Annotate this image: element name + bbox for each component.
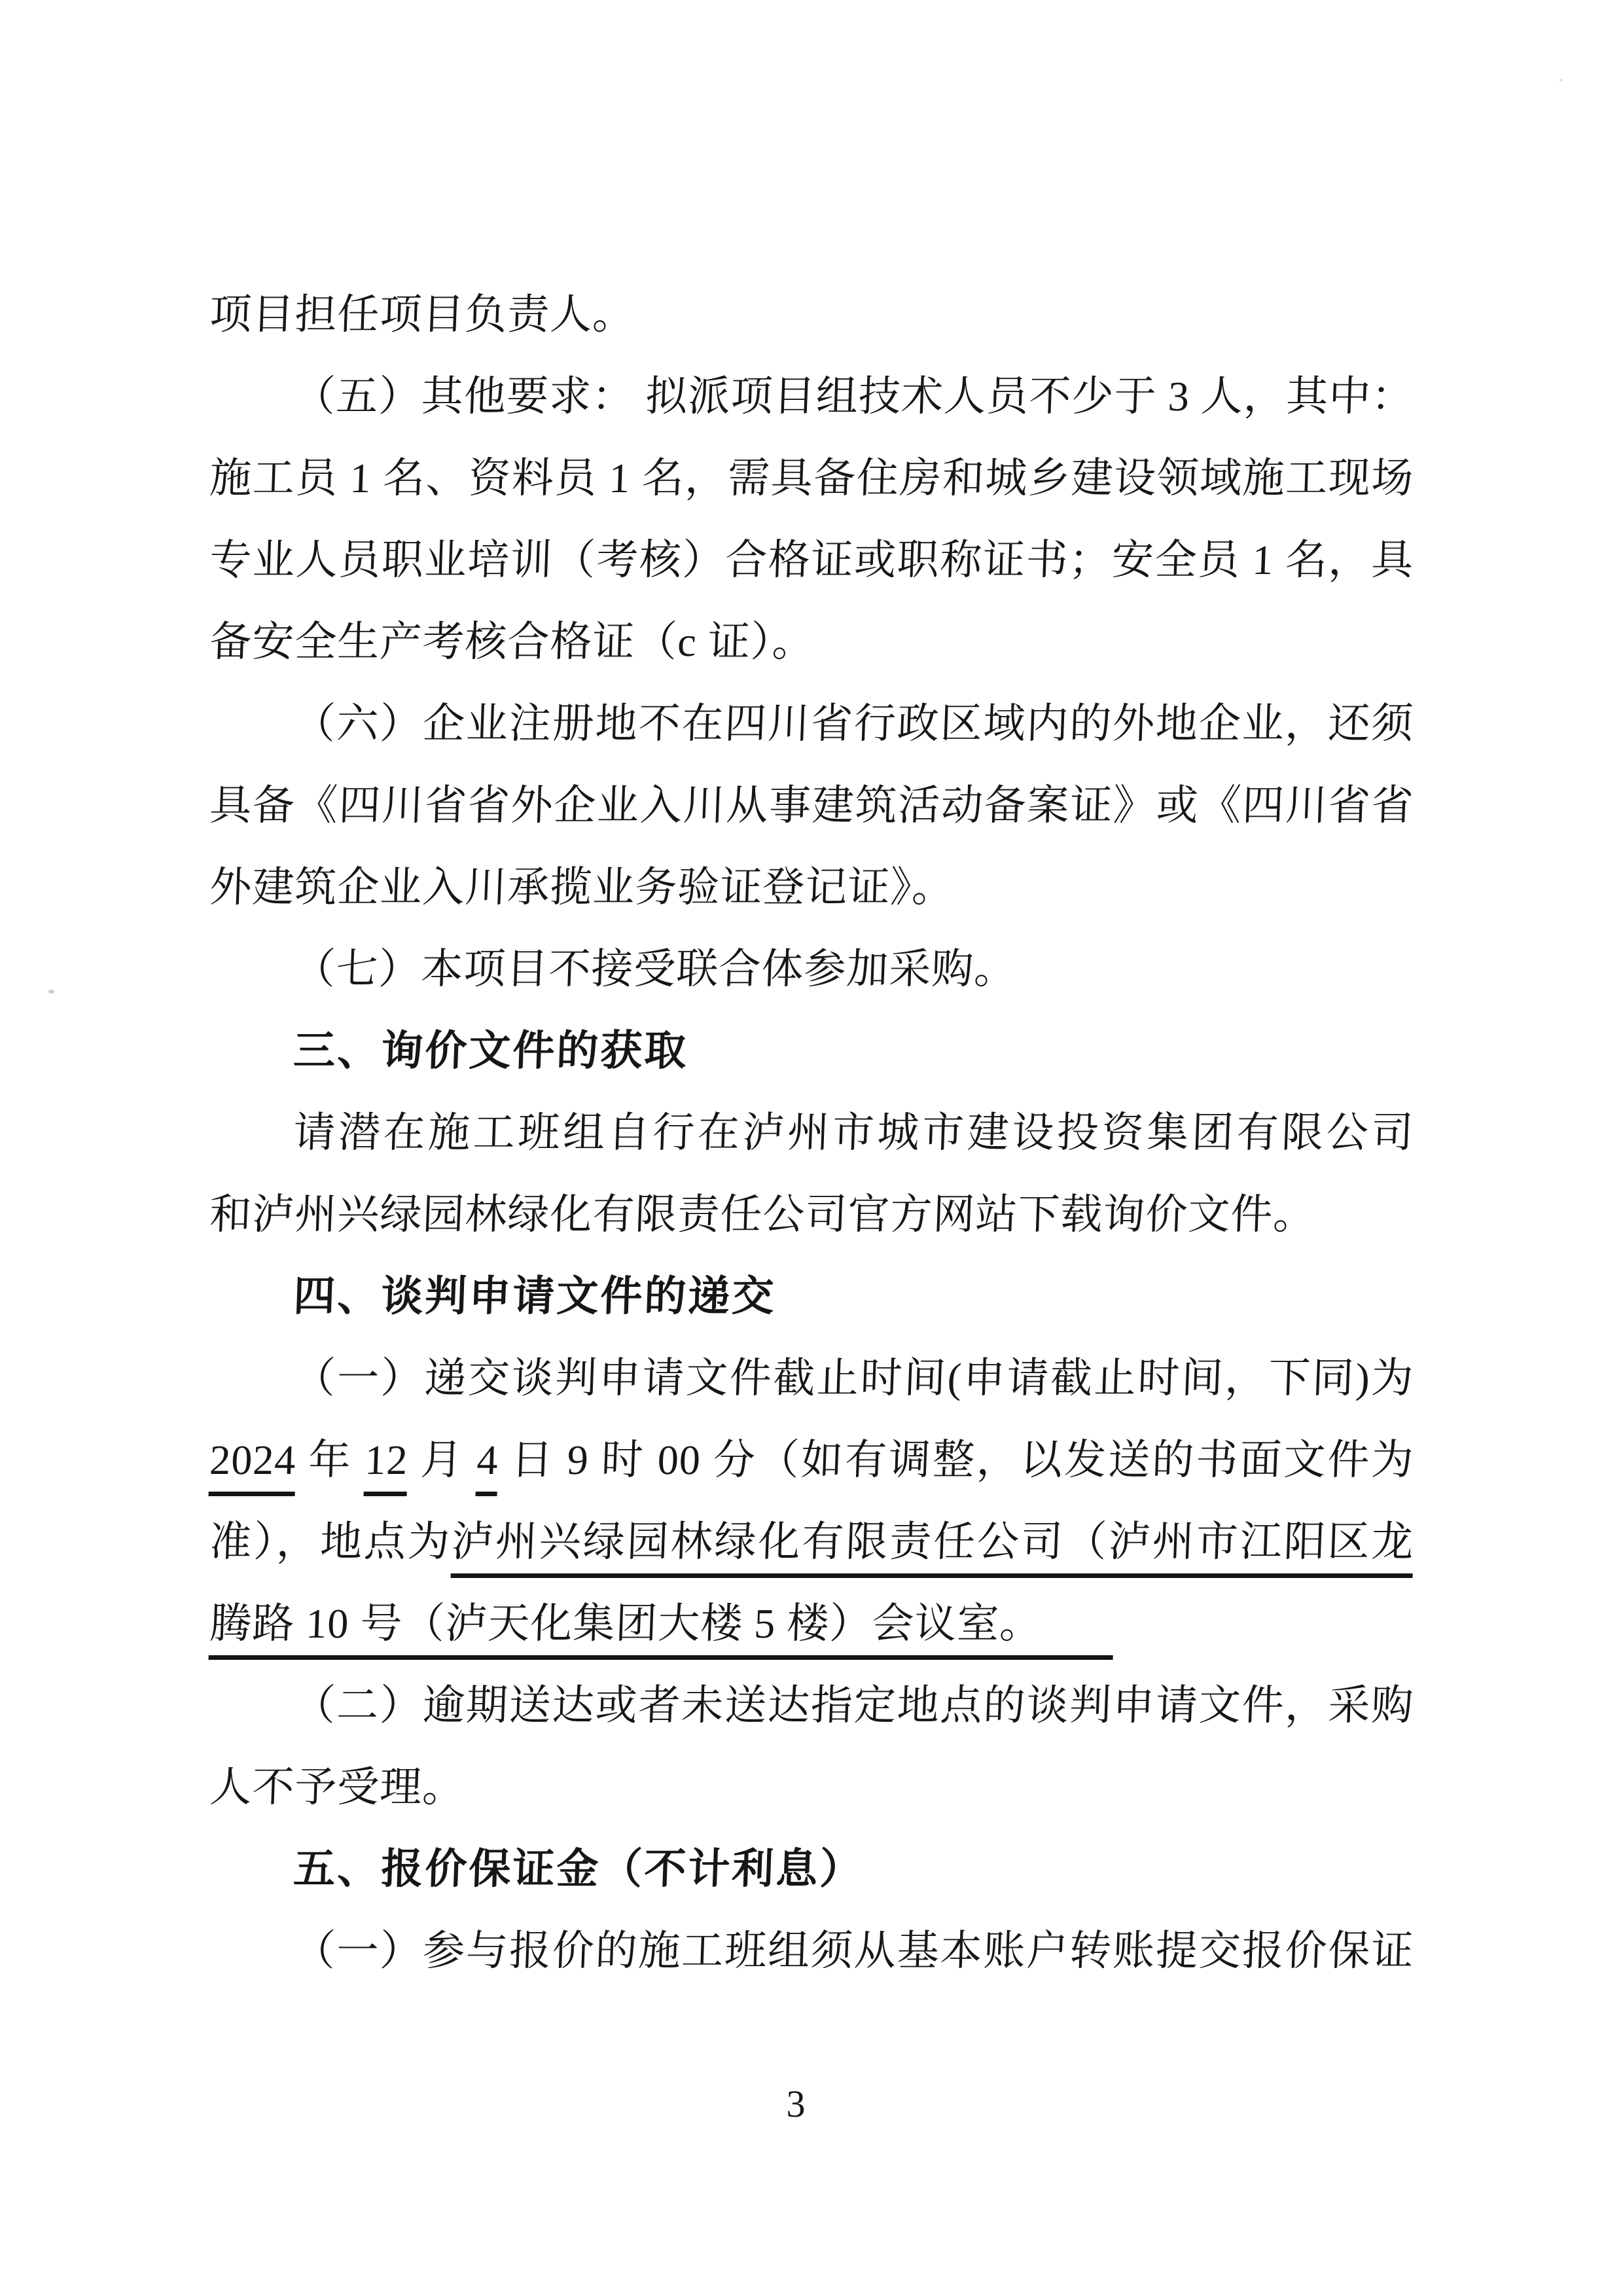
- text-segment: 和泸州兴绿园林绿化有限责任公司官方网站下载询价文件。: [209, 1191, 1317, 1238]
- text-line: [208, 1419, 1415, 1501]
- section-heading: [208, 1010, 1415, 1092]
- text-segment: 专业人员职业培训（考核）合格证或职称证书；安全员 1 名，具: [209, 537, 1415, 583]
- underlined-text: 4: [476, 1437, 499, 1496]
- text-segment: （一）递交谈判申请文件截止时间(申请截止时间，下同)为: [293, 1355, 1415, 1401]
- scan-speckle: [48, 990, 54, 994]
- text-line: [208, 1174, 1415, 1255]
- text-segment: （五）其他要求： 拟派项目组技术人员不少于 3 人，其中：: [293, 373, 1415, 420]
- text-line: [208, 1583, 1415, 1664]
- text-line: [208, 519, 1415, 601]
- text-line: [208, 1501, 1415, 1583]
- text-segment: 外建筑企业入川承揽业务验证登记证》。: [209, 864, 955, 910]
- text-segment: 五、报价保证金（不计利息）: [293, 1845, 865, 1892]
- text-line: [208, 1746, 1415, 1828]
- text-line: [208, 355, 1415, 437]
- text-segment: 施工员 1 名、资料员 1 名，需具备住房和城乡建设领域施工现场: [209, 455, 1415, 501]
- text-line: [208, 683, 1415, 764]
- text-segment: 月: [407, 1437, 478, 1483]
- scan-speckle: [1560, 79, 1563, 82]
- underlined-text: 2024: [208, 1437, 296, 1496]
- text-line: [208, 1664, 1415, 1746]
- text-line: [208, 274, 1415, 355]
- text-line: [208, 846, 1415, 928]
- text-segment: 请潜在施工班组自行在泸州市城市建设投资集团有限公司: [293, 1109, 1415, 1156]
- text-line: [208, 1337, 1415, 1419]
- document-body: [209, 274, 1414, 1992]
- text-segment: 四、谈判申请文件的递交: [293, 1272, 777, 1319]
- underlined-text: 腾路 10 号（泸天化集团大楼 5 楼）会议室。: [208, 1600, 1115, 1660]
- text-segment: （六）企业注册地不在四川省行政区域内的外地企业，还须: [293, 700, 1415, 747]
- text-line: [208, 601, 1415, 683]
- text-segment: 项目担任项目负责人。: [209, 291, 636, 338]
- underlined-text: 泸州兴绿园林绿化有限责任公司（泸州市江阳区龙: [450, 1518, 1415, 1578]
- text-segment: （二）逾期送达或者未送达指定地点的谈判申请文件，采购: [293, 1682, 1415, 1729]
- section-heading: [208, 1828, 1415, 1910]
- text-segment: 准），地点为: [209, 1518, 453, 1565]
- underlined-text: 12: [364, 1437, 409, 1496]
- text-segment: 备安全生产考核合格证（c 证）。: [209, 619, 816, 665]
- text-line: [208, 928, 1415, 1010]
- text-line: [208, 437, 1415, 519]
- text-line: [208, 1910, 1415, 1992]
- text-segment: 具备《四川省省外企业入川从事建筑活动备案证》或《四川省省: [209, 782, 1415, 829]
- text-segment: （一）参与报价的施工班组须从基本账户转账提交报价保证: [293, 1928, 1415, 1974]
- text-segment: 三、询价文件的获取: [293, 1027, 689, 1074]
- text-segment: 人不予受理。: [209, 1764, 466, 1810]
- text-segment: 日 9 时 00 分（如有调整，以发送的书面文件为: [497, 1437, 1415, 1483]
- page-number: 3: [786, 2083, 806, 2125]
- section-heading: [208, 1255, 1415, 1337]
- text-line: [208, 764, 1415, 846]
- text-segment: （七）本项目不接受联合体参加采购。: [293, 946, 1018, 992]
- text-line: [208, 1092, 1415, 1174]
- text-segment: 年: [295, 1437, 366, 1483]
